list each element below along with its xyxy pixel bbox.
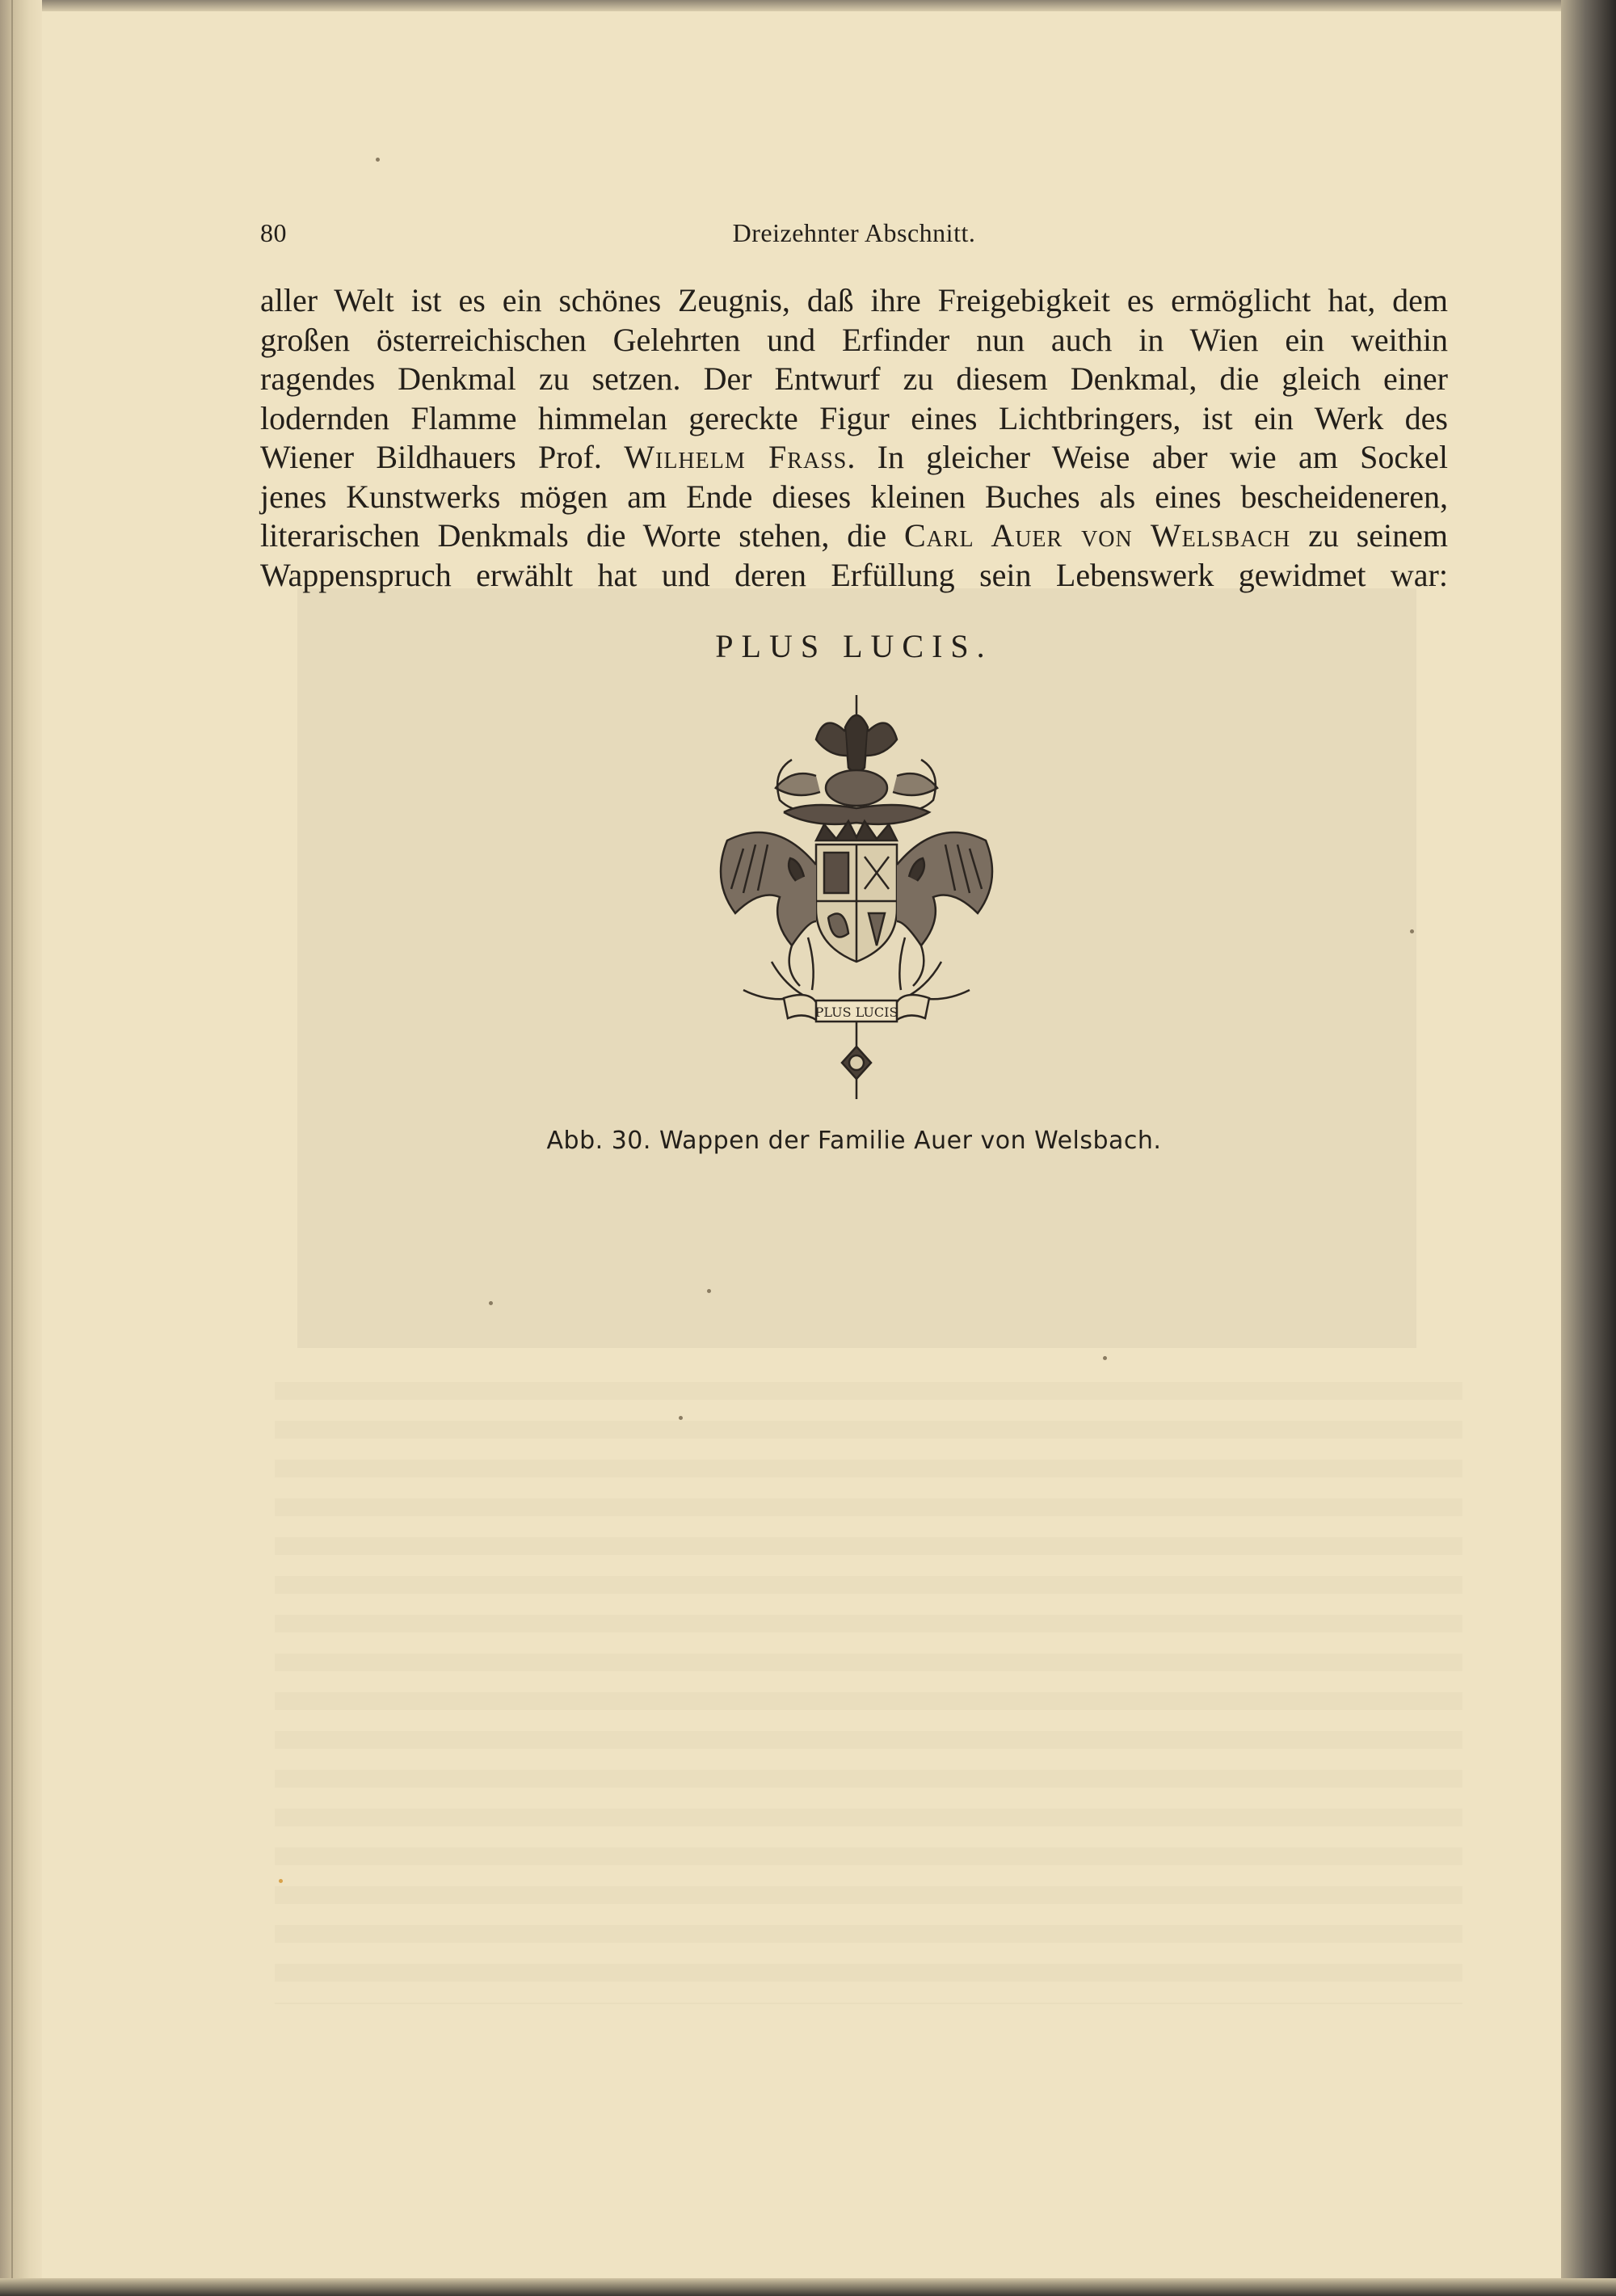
paper-speck xyxy=(279,1879,283,1883)
body-line xyxy=(260,516,1448,556)
paper-speck xyxy=(489,1301,493,1305)
page-bottom-edge xyxy=(0,2278,1616,2296)
body-paragraph xyxy=(260,281,1448,595)
body-line xyxy=(260,478,1448,517)
text-run: ragendes Denkmal zu setzen. Der Entwurf zu diesem Denkmal, die gleich einer xyxy=(260,360,1448,397)
running-head xyxy=(260,218,1448,251)
figure-caption: Abb. 30. Wappen der Familie Auer von Welsbach. xyxy=(546,1127,1162,1155)
page-top-edge xyxy=(0,0,1616,11)
body-line xyxy=(260,399,1448,439)
text-run: jenes Kunstwerks mögen am Ende dieses kleinen Buches als eines bescheideneren, xyxy=(260,478,1448,515)
text-run: Wiener Bildhauers Prof. xyxy=(260,439,625,475)
paper-speck xyxy=(1103,1356,1107,1360)
text-run: literarischen Denkmals die Worte stehen, die xyxy=(260,517,904,554)
body-line xyxy=(260,360,1448,399)
text-run: lodernden Flamme himmelan gereckte Figur eines Lichtbringers, ist ein Werk des xyxy=(260,399,1448,436)
coat-of-arms-figure xyxy=(695,679,1018,1131)
coat-of-arms-illustration xyxy=(695,679,1018,1131)
person-name: Carl Auer von Welsbach xyxy=(903,517,1291,554)
show-through-text xyxy=(275,1382,1462,2004)
paper-speck xyxy=(1410,929,1414,933)
banner-motto: PLUS LUCIS xyxy=(814,1005,898,1020)
motto: PLUS LUCIS. xyxy=(715,628,993,664)
paper-speck xyxy=(376,158,380,162)
text-run: aller Welt ist es ein schönes Zeugnis, daß ihre Freigebigkeit es ermöglicht hat, dem xyxy=(260,282,1448,318)
chapter-title: Dreizehnter Abschnitt. xyxy=(732,218,976,247)
book-gutter-left xyxy=(0,0,42,2296)
text-run: Wappenspruch erwählt hat und deren Erfüllung sein Lebenswerk gewidmet war: xyxy=(260,556,1448,593)
person-name: Wilhelm Frass xyxy=(624,439,848,475)
text-run: zu seinem xyxy=(1290,517,1448,554)
body-line xyxy=(260,438,1448,478)
paper-speck xyxy=(707,1289,711,1293)
text-run: großen österreichischen Gelehrten und Erfinder nun auch in Wien ein weithin xyxy=(260,321,1448,358)
body-line xyxy=(260,281,1448,321)
text-run: . In gleicher Weise aber wie am Sockel xyxy=(847,439,1449,475)
body-line xyxy=(260,556,1448,596)
paper-speck xyxy=(679,1416,683,1420)
book-edge-right xyxy=(1561,0,1616,2296)
page-number: 80 xyxy=(260,218,287,247)
body-line xyxy=(260,321,1448,360)
